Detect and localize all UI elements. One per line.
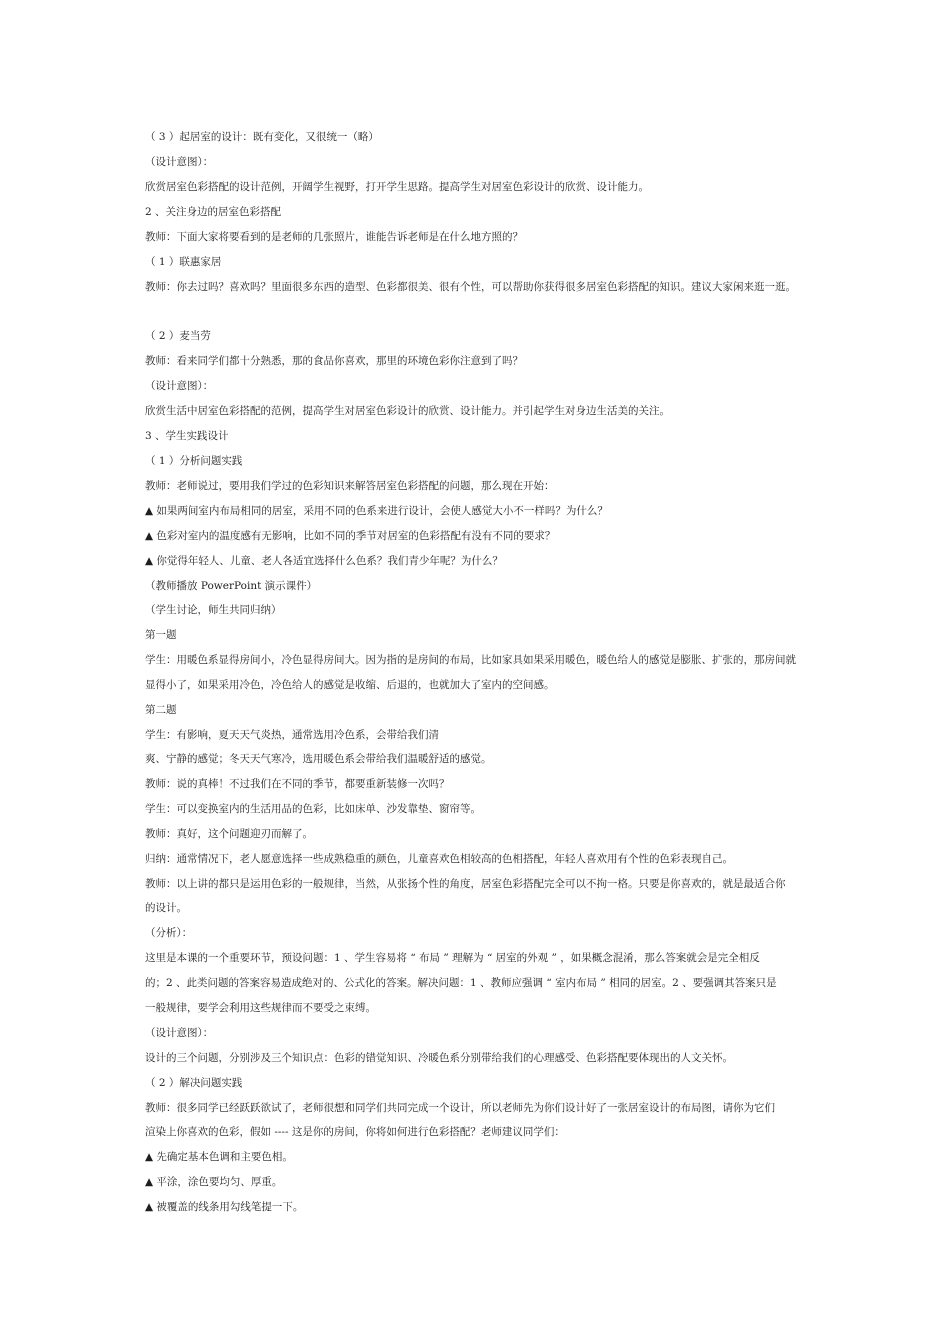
- text-line: 设计的三个问题，分别涉及三个知识点：色彩的错觉知识、冷暖色系分别带给我们的心理感受、色彩搭配要体现出的人文关怀。: [145, 1052, 733, 1064]
- text-line: 学生：可以变换室内的生活用品的色彩，比如床单、沙发靠垫、窗帘等。: [145, 803, 481, 815]
- text-line: 爽、宁静的感觉；冬天天气寒冷，选用暖色系会带给我们温暖舒适的感觉。: [145, 753, 492, 765]
- text-line: 教师：老师说过，要用我们学过的色彩知识来解答居室色彩搭配的问题，那么现在开始：: [145, 480, 555, 492]
- bullet-line: ▲ 你觉得年轻人、儿童、老人各适宜选择什么色系？我们青少年呢？为什么？: [145, 555, 503, 567]
- bullet-line: ▲ 先确定基本色调和主要色相。: [145, 1151, 293, 1163]
- text-line: （设计意图）：: [145, 1027, 214, 1039]
- text-line: （学生讨论，师生共同归纳）: [145, 604, 282, 616]
- bullet-line: ▲ 如果两间室内布局相同的居室，采用不同的色系来进行设计，会使人感觉大小不一样吗？为什么？: [145, 505, 608, 517]
- text-line: 的设计。: [145, 902, 187, 914]
- text-line: 一般规律，要学会利用这些规律而不要受之束缚。: [145, 1002, 376, 1014]
- text-line: 显得小了，如果采用冷色，冷色给人的感觉是收缩、后退的，也就加大了室内的空间感。: [145, 679, 555, 691]
- text-line: 教师：看来同学们都十分熟悉，那的食品你喜欢，那里的环境色彩你注意到了吗？: [145, 355, 523, 367]
- bullet-line: ▲ 被覆盖的线条用勾线笔提一下。: [145, 1201, 304, 1213]
- text-line: 教师：说的真棒！不过我们在不同的季节，都要重新装修一次吗？: [145, 778, 450, 790]
- text-line: （ 2 ）解决问题实践: [145, 1077, 243, 1089]
- text-line: 欣赏居室色彩搭配的设计范例，开阔学生视野，打开学生思路。提高学生对居室色彩设计的欣赏、设计能力。: [145, 181, 649, 193]
- text-line: 第二题: [145, 704, 177, 716]
- text-line: （ 1 ）联惠家居: [145, 256, 222, 268]
- text-line: 教师：下面大家将要看到的是老师的几张照片，谁能告诉老师是在什么地方照的？: [145, 231, 523, 243]
- text-line: 渲染上你喜欢的色彩，假如 ---- 这是你的房间，你将如何进行色彩搭配？老师建议同学们：: [145, 1126, 565, 1138]
- text-line: （分析）：: [145, 927, 193, 939]
- text-line: （设计意图）：: [145, 380, 214, 392]
- text-line: 教师：以上讲的都只是运用色彩的一般规律，当然，从张扬个性的角度，居室色彩搭配完全可以不拘一格。只要是你喜欢的，就是最适合你: [145, 878, 786, 890]
- bullet-line: ▲ 平涂，涂色要均匀、厚重。: [145, 1176, 283, 1188]
- text-line: 欣赏生活中居室色彩搭配的范例，提高学生对居室色彩设计的欣赏、设计能力。并引起学生对身边生活美的关注。: [145, 405, 670, 417]
- text-line: 2 、关注身边的居室色彩搭配: [145, 206, 282, 218]
- text-line: 3 、学生实践设计: [145, 430, 229, 442]
- text-line: （ 2 ）麦当劳: [145, 330, 211, 342]
- text-line: （ 1 ）分析问题实践: [145, 455, 243, 467]
- text-line: 这里是本课的一个重要环节，预设问题：1 、学生容易将 “ 布局 ” 理解为 “ 居室的外观 ” ，如果概念混淆，那么答案就会是完全相反: [145, 952, 760, 964]
- text-line: 教师：很多同学已经跃跃欲试了，老师很想和同学们共同完成一个设计，所以老师先为你们设计好了一张居室设计的布局图，请你为它们: [145, 1102, 775, 1114]
- text-line: 归纳：通常情况下，老人愿意选择一些成熟稳重的颜色，儿童喜欢色相较高的色相搭配，年轻人喜欢用有个性的色彩表现自己。: [145, 853, 733, 865]
- text-line: 学生：用暖色系显得房间小，冷色显得房间大。因为指的是房间的布局，比如家具如果采用暖色，暖色给人的感觉是膨胀、扩张的，那房间就: [145, 654, 796, 666]
- text-line: 教师：你去过吗？喜欢吗？里面很多东西的造型、色彩都很美、很有个性，可以帮助你获得很多居室色彩搭配的知识。建议大家闲来逛一逛。: [145, 281, 796, 293]
- text-line: （教师播放 PowerPoint 演示课件）: [145, 580, 318, 592]
- text-line: 教师：真好，这个问题迎刃而解了。: [145, 828, 313, 840]
- text-line: （ 3 ）起居室的设计：既有变化，又很统一（略）: [145, 131, 379, 143]
- bullet-line: ▲ 色彩对室内的温度感有无影响，比如不同的季节对居室的色彩搭配有没有不同的要求？: [145, 530, 556, 542]
- text-line: 第一题: [145, 629, 177, 641]
- text-line: 的；2 、此类问题的答案容易造成绝对的、公式化的答案。解决问题：1 、教师应强调 “ 室内布局 ” 相同的居室。2 、要强调其答案只是: [145, 977, 777, 989]
- text-line: （设计意图）：: [145, 156, 214, 168]
- text-line: 学生：有影响，夏天天气炎热，通常选用冷色系，会带给我们清: [145, 729, 439, 741]
